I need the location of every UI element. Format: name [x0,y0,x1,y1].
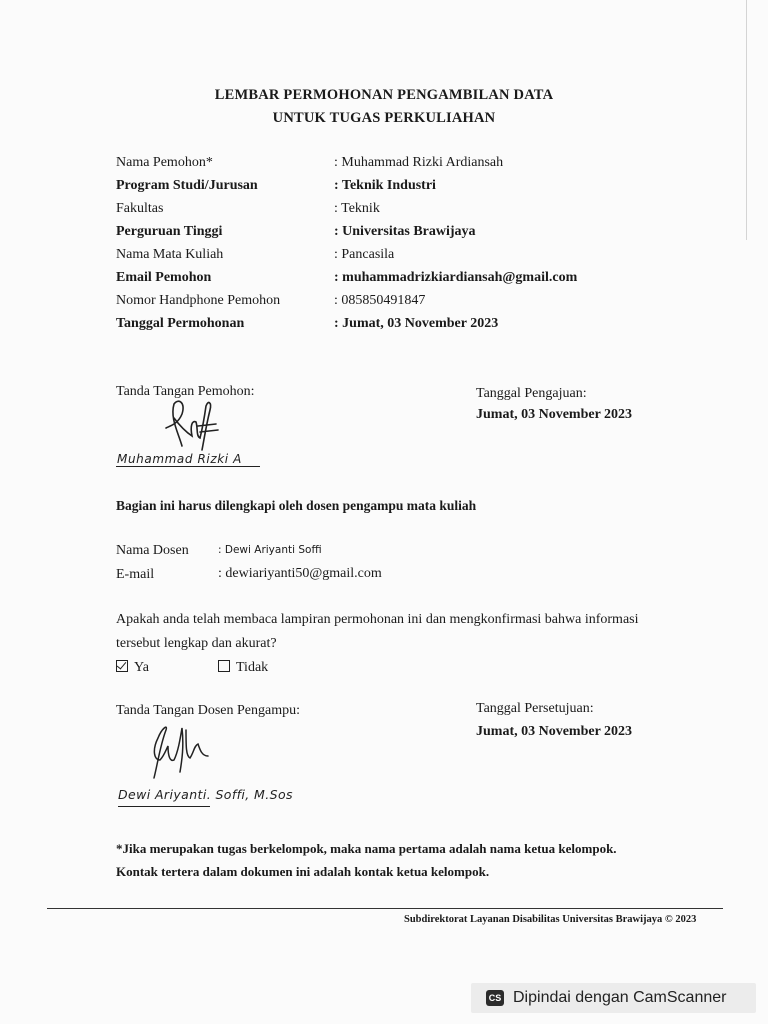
lecturer-section-heading: Bagian ini harus dilengkapi oleh dosen pengampu mata kuliah [116,498,477,513]
lecturer-name-value: : Dewi Ariyanti Soffi [218,544,322,556]
applicant-signature-image [160,396,230,454]
camscanner-text: Dipindai dengan CamScanner [513,989,727,1006]
applicant-date-value: Jumat, 03 November 2023 [476,407,633,422]
field-value-email-pemohon: : muhammadrizkiardiansah@gmail.com [334,270,578,285]
lecturer-name-label: Nama Dosen [116,543,189,558]
lecturer-handwritten-name: Dewi Ariyanti. Soffi, M.Sos [118,787,293,802]
option-tidak[interactable] [218,660,268,676]
checkbox-checked-icon[interactable] [116,660,128,672]
field-label-email-pemohon: Email Pemohon [116,270,212,285]
lecturer-date-label: Tanggal Persetujuan: [476,701,594,716]
field-label-tanggal-permohonan: Tanggal Permohonan [116,316,245,331]
option-ya[interactable] [116,660,149,676]
group-note-line2: Kontak tertera dalam dokumen ini adalah kontak ketua kelompok. [116,864,490,879]
field-label-mata-kuliah: Nama Mata Kuliah [116,247,224,262]
field-label-perguruan-tinggi: Perguruan Tinggi [116,224,223,239]
lecturer-signature-label: Tanda Tangan Dosen Pengampu: [116,703,301,718]
option-tidak-label: Tidak [236,660,269,675]
footer-divider [47,908,723,909]
lecturer-date-value: Jumat, 03 November 2023 [476,724,633,739]
field-value-perguruan-tinggi: : Universitas Brawijaya [334,224,476,239]
checkbox-unchecked-icon[interactable] [218,660,230,672]
lecturer-signature-underline [118,806,210,807]
field-value-fakultas: : Teknik [334,201,380,216]
field-value-mata-kuliah: : Pancasila [334,247,395,262]
option-ya-label: Ya [134,660,149,675]
document-title-line1: LEMBAR PERMOHONAN PENGAMBILAN DATA [214,87,554,103]
camscanner-logo-icon: CS [486,990,504,1006]
applicant-handwritten-name: Muhammad Rizki A [117,452,242,466]
lecturer-email-value: : dewiariyanti50@gmail.com [218,566,382,581]
camscanner-watermark [471,983,756,1013]
field-value-nama-pemohon: : Muhammad Rizki Ardiansah [334,155,504,170]
applicant-signature-underline [116,466,260,467]
field-value-nomor-handphone: : 085850491847 [334,293,426,308]
footer-text: Subdirektorat Layanan Disabilitas Universitas Brawijaya © 2023 [404,914,697,925]
lecturer-email-label: E-mail [116,567,155,582]
field-label-fakultas: Fakultas [116,201,164,216]
applicant-date-label: Tanggal Pengajuan: [476,386,587,401]
field-value-program-studi: : Teknik Industri [334,178,436,193]
applicant-signature-label: Tanda Tangan Pemohon: [116,384,255,399]
confirmation-question-line1: Apakah anda telah membaca lampiran permohonan ini dan mengkonfirmasi bahwa informasi [116,612,639,627]
group-note-line1: *Jika merupakan tugas berkelompok, maka nama pertama adalah nama ketua kelompok. [116,841,617,856]
confirmation-question-line2: tersebut lengkap dan akurat? [116,636,277,651]
field-label-nomor-handphone: Nomor Handphone Pemohon [116,293,281,308]
field-label-nama-pemohon: Nama Pemohon* [116,155,213,170]
document-title-line2: UNTUK TUGAS PERKULIAHAN [272,110,496,126]
field-label-program-studi: Program Studi/Jurusan [116,178,258,193]
lecturer-signature-image [136,716,216,786]
field-value-tanggal-permohonan: : Jumat, 03 November 2023 [334,316,499,331]
